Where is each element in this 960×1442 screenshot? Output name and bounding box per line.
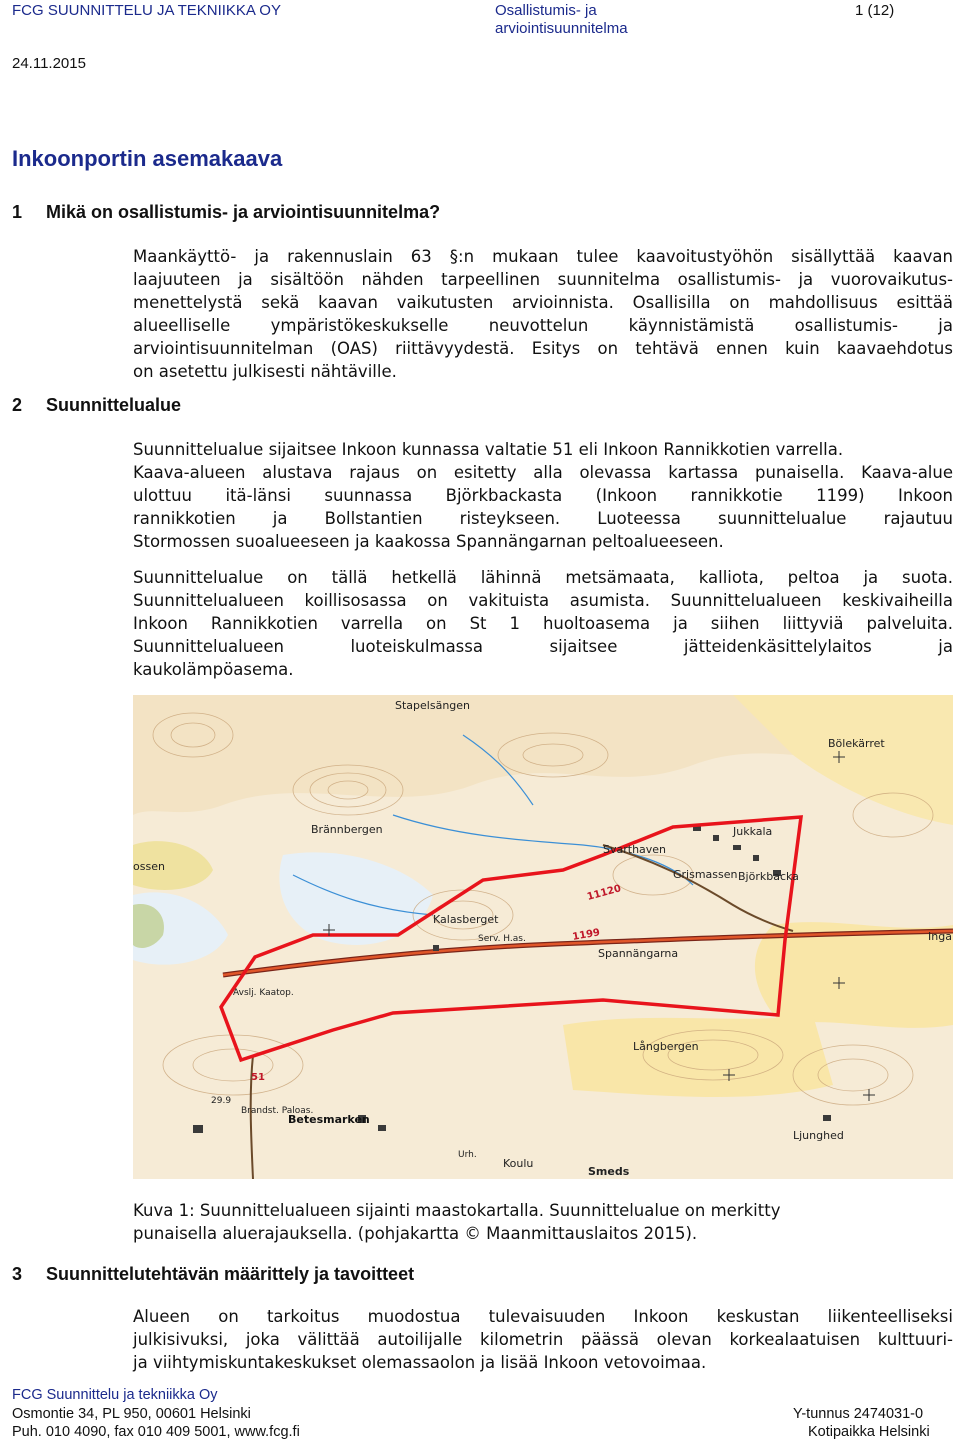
map-label: 29.9 [211,1096,232,1106]
section-3-title: Suunnittelutehtävän määrittely ja tavoitteet [46,1264,415,1284]
section-2-paragraph-1 [133,438,953,553]
map-label: Serv. H.as. [478,934,526,944]
text-line: Stormossen suoalueeseen ja kaakossa Spannängarnan peltoalueeseen. [133,532,724,551]
text-line: Maankäyttö- ja rakennuslain 63 §:n mukaan tulee kaavoitustyöhön sisällyttää kaavan [133,247,953,266]
map-svg [133,695,953,1179]
caption-line-2: punaisella aluerajauksella. (pohjakartta © Maanmittauslaitos 2015). [133,1224,698,1243]
text-line: Suunnittelualueen koillisosassa on vakituista asumista. Suunnittelualueen keskivaiheilla [133,591,953,610]
map-label: Svarthaven [603,843,667,856]
header-company: FCG SUUNNITTELU JA TEKNIIKKA OY [12,2,281,19]
section-3-heading [12,1264,414,1285]
header-page-number: 1 (12) [855,2,895,19]
section-2-heading [12,395,181,416]
section-2-paragraph-2 [133,566,953,681]
footer-business-id: Y-tunnus 2474031-0 [793,1406,924,1422]
text-line: Suunnittelualue on tällä hetkellä lähinnä metsämaata, kalliota, peltoa ja suota. [133,568,953,587]
map-label: Björkbacka [738,870,799,883]
topographic-map [133,695,953,1179]
text-line: rannikkotien ja Bollstantien risteykseen. Luoteessa suunnittelualue rajautuu [133,509,953,528]
map-label: Inga [928,930,952,943]
section-2-title: Suunnittelualue [46,395,181,415]
map-label: Kalasberget [433,913,499,926]
map-label: Spannängarna [598,947,679,960]
map-road-number: 11120 [585,883,623,903]
section-1-paragraph [133,245,953,383]
footer-address: Osmontie 34, PL 950, 00601 Helsinki [12,1406,251,1422]
text-line: Alueen on tarkoitus muodostua tulevaisuuden Inkoon keskustan liikenteelliseksi [133,1307,953,1326]
map-road-number: 1199 [571,927,601,943]
text-line: kaukolämpöasema. [133,660,294,679]
text-line: ulottuu itä-länsi suunnassa Björkbackasta (Inkoon rannikkotie 1199) Inkoon [133,486,953,505]
map-label: Grismassen [673,868,738,881]
map-label: Bölekärret [828,737,885,750]
text-line: on asetettu julkisesti nähtäville. [133,362,397,381]
figure-caption [133,1199,893,1245]
section-1-number: 1 [12,202,23,222]
header-doc-type [495,2,628,38]
section-3-paragraph [133,1305,953,1374]
text-line: ja viihtymiskuntakeskukset olemassaolon ja lisää Inkoon vetovoimaa. [133,1353,707,1372]
text-line: arviointisuunnitelman (OAS) riittävyydestä. Esitys on tehtävä ennen kuin kaavaehdotus [133,339,953,358]
map-label: ossen [133,860,165,873]
section-2-number: 2 [12,395,23,415]
map-label: Brännbergen [311,823,383,836]
map-label: Långbergen [633,1040,699,1053]
text-line: laajuuteen ja sisältöön nähden tarpeellinen suunnitelma osallistumis- ja vuorovaikutus- [133,270,953,289]
map-label: Avslj. Kaatop. [233,988,294,998]
map-label: Brandst. Paloas. [241,1106,314,1116]
map-label: Urh. [458,1150,477,1160]
section-3-number: 3 [12,1264,23,1284]
section-1-title: Mikä on osallistumis- ja arviointisuunnitelma? [46,202,441,222]
map-label: Jukkala [733,825,773,838]
document-title: Inkoonportin asemakaava [12,146,283,171]
text-line: Inkoon Rannikkotien varrella on St 1 huoltoasema ja siihen liittyviä palveluita. [133,614,953,633]
text-line: Suunnittelualueen luoteiskulmassa sijaitsee jätteidenkäsittelylaitos ja [133,637,953,656]
map-label: Betesmarken [288,1113,370,1126]
caption-line-1: Kuva 1: Suunnittelualueen sijainti maastokartalla. Suunnittelualue on merkitty [133,1201,781,1220]
map-road-number: 51 [251,1072,265,1083]
header-date: 24.11.2015 [12,55,86,72]
footer-domicile: Kotipaikka Helsinki [808,1424,930,1440]
map-label: Smeds [588,1165,630,1178]
map-label: Koulu [503,1157,534,1170]
header-doc-type-line1: Osallistumis- ja [495,2,597,19]
text-line: alueelliselle ympäristökeskukselle neuvottelun käynnistämistä osallistumis- ja [133,316,953,335]
map-label: Stapelsängen [395,699,471,712]
footer-contact: Puh. 010 4090, fax 010 409 5001, www.fcg.fi [12,1424,300,1440]
map-label: Ljunghed [793,1129,844,1142]
header-doc-type-line2: arviointisuunnitelma [495,20,628,37]
section-1-heading [12,202,440,223]
text-line: Kaava-alueen alustava rajaus on esitetty alla olevassa kartassa punaisella. Kaava-alue [133,463,953,482]
text-line: julkisivuksi, joka välittää autoilijalle kilometrin päässä olevan korkealaatuisen kulttuuri- [133,1330,953,1349]
text-line: menettelystä sekä kaavan vaikutusten arvioinnista. Osallisilla on mahdollisuus esittää [133,293,953,312]
footer-brand: FCG Suunnittelu ja tekniikka Oy [12,1387,218,1403]
text-line: Suunnittelualue sijaitsee Inkoon kunnassa valtatie 51 eli Inkoon Rannikkotien varrella. [133,440,844,459]
